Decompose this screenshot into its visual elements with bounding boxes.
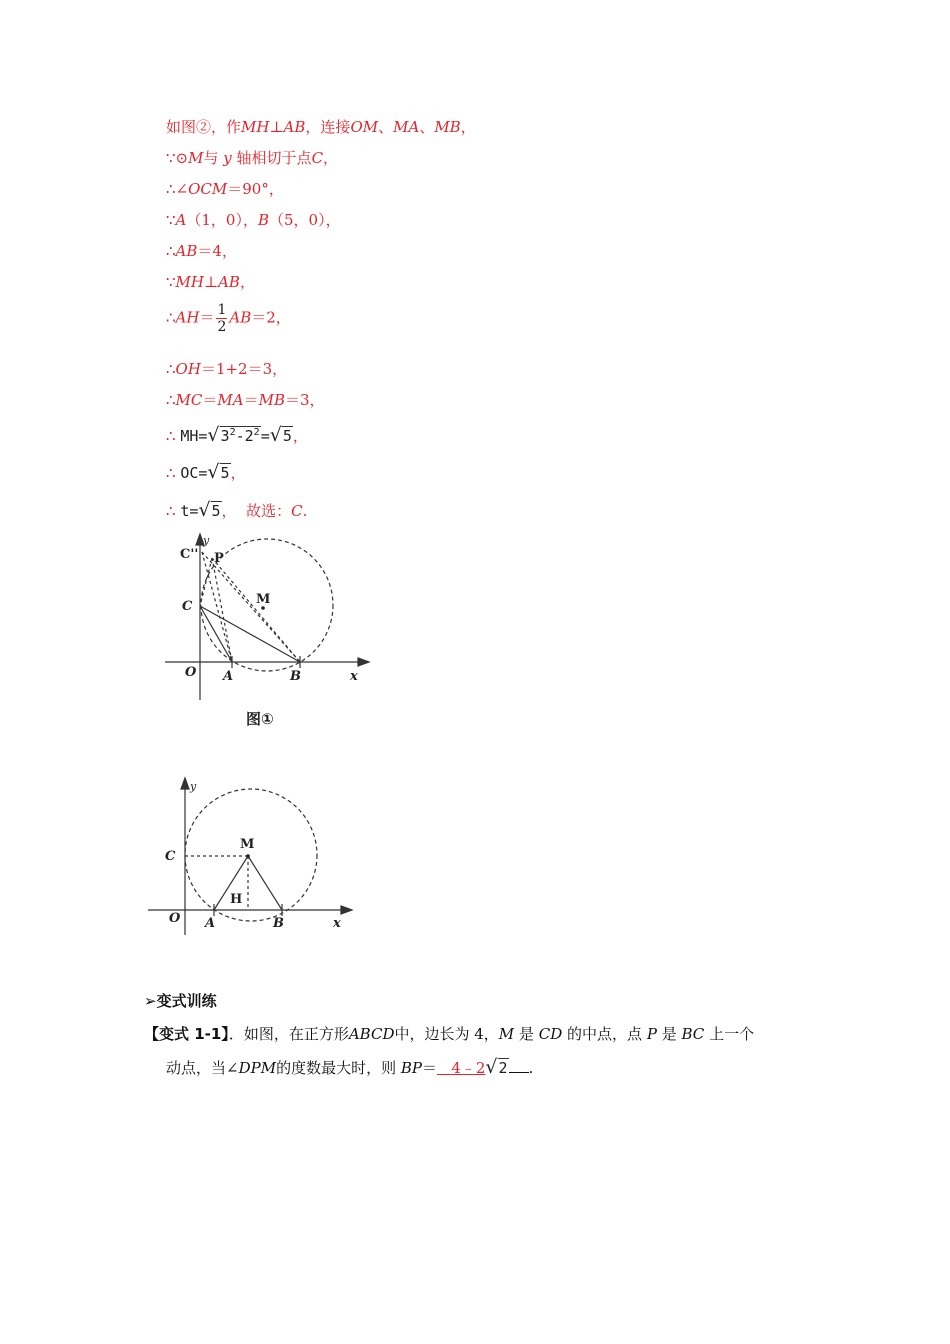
solution-line-10 — [166, 424, 308, 446]
label-c-double-prime: C'' — [180, 547, 199, 562]
math: P — [646, 1025, 657, 1043]
label-c: C — [165, 849, 176, 864]
text: ， — [292, 427, 308, 445]
label-a: A — [223, 669, 234, 684]
math: t= — [180, 502, 199, 520]
problem-line-2 — [166, 1056, 533, 1078]
text: ＝90°， — [227, 180, 284, 198]
sqrt-sign: √ — [207, 461, 220, 483]
problem-tag: 【变式 1-1】 — [144, 1025, 229, 1043]
text: ∵ — [166, 273, 176, 291]
math: AB — [175, 242, 198, 260]
text: 是 — [518, 1025, 534, 1043]
label-b: B — [290, 669, 301, 684]
figure-1 — [160, 530, 380, 705]
fraction-numerator: 1 — [217, 302, 227, 318]
math: C — [291, 502, 303, 520]
center-point-m — [246, 854, 250, 858]
section-title: 变式训练 — [156, 992, 217, 1010]
math: M — [498, 1025, 515, 1043]
math: MH⊥AB — [241, 118, 306, 136]
sqrt-sign: √ — [198, 499, 211, 521]
math: MA — [217, 391, 244, 409]
math: CD — [538, 1025, 563, 1043]
text: ∴ — [166, 502, 176, 520]
math: OCM — [188, 180, 228, 198]
text: ， — [230, 464, 246, 482]
text: 如图②，作 — [166, 118, 242, 136]
solution-line-8 — [166, 358, 287, 379]
math: AB — [229, 308, 252, 327]
text: （1，0）， — [186, 211, 258, 229]
label-b: B — [273, 916, 284, 931]
text: ∴ — [166, 391, 176, 409]
text: ＝2， — [251, 308, 291, 327]
radicand — [220, 426, 261, 445]
text: 是 — [661, 1025, 677, 1043]
label-x: x — [350, 669, 358, 684]
solution-line-12 — [166, 499, 307, 521]
arrow-bullet-icon: ➢ — [144, 992, 157, 1010]
exponent: 2 — [253, 427, 260, 438]
section-heading — [144, 990, 217, 1011]
sqrt-expression — [198, 499, 221, 521]
math: A — [175, 211, 187, 229]
sqrt-sign: √ — [269, 424, 282, 446]
label-y: y — [190, 780, 197, 793]
math: MA — [393, 118, 420, 136]
solution-line-2 — [166, 147, 338, 168]
math: OM — [350, 118, 379, 136]
answer-blank — [509, 1072, 529, 1073]
solution-line-1 — [166, 116, 476, 137]
problem-line-1 — [144, 1023, 754, 1044]
figure-1-caption: 图① — [246, 710, 274, 728]
text: ， — [460, 118, 476, 136]
text: 动点，当∠ — [166, 1059, 239, 1077]
label-m: M — [240, 837, 255, 852]
sqrt-expression — [207, 461, 230, 483]
text: ＝ — [243, 391, 259, 409]
solution-line-5 — [166, 240, 237, 261]
radicand: 5 — [220, 464, 230, 482]
y-axis-arrow — [181, 778, 189, 789]
math: MH= — [180, 427, 208, 445]
exponent: 2 — [229, 427, 236, 438]
math: DPM — [238, 1059, 277, 1077]
label-h: H — [230, 892, 243, 907]
math: M — [188, 149, 204, 167]
segment-cb — [200, 606, 300, 662]
radicand: 5 — [282, 427, 292, 445]
math: BC — [681, 1025, 705, 1043]
radicand: 2 — [498, 1059, 508, 1077]
figure-2 — [140, 770, 370, 940]
radicand: 5 — [211, 502, 221, 520]
x-axis-arrow — [358, 658, 369, 666]
text: 的中点，点 — [567, 1025, 643, 1043]
sqrt-expression — [270, 424, 293, 446]
text: ∴ — [166, 242, 176, 260]
text: ＝1+2＝3， — [200, 360, 288, 378]
text: ∴ — [166, 360, 176, 378]
math: 3 — [220, 427, 230, 445]
math: OH — [175, 360, 201, 378]
segment-mb — [248, 856, 282, 910]
text: ∴ — [166, 464, 176, 482]
text: ， — [323, 149, 339, 167]
text: ＝ — [199, 308, 215, 327]
text: 故选： — [246, 502, 292, 520]
text: 、 — [378, 118, 394, 136]
segment-c2a — [202, 552, 232, 662]
text: ∴∠ — [166, 180, 189, 198]
math: = — [260, 427, 270, 445]
math: AH — [175, 308, 200, 327]
text: ∵ — [166, 211, 176, 229]
answer-text: 4﹣2 — [451, 1059, 486, 1077]
text: ＝ — [202, 391, 218, 409]
sqrt-expression — [207, 424, 260, 446]
label-p: P — [214, 551, 224, 566]
text: ∴ — [166, 308, 176, 327]
label-a: A — [205, 916, 216, 931]
label-c: C — [182, 599, 193, 614]
sqrt-sign: √ — [207, 424, 220, 446]
math: MB — [434, 118, 461, 136]
text: 上一个 — [709, 1025, 755, 1043]
text: 与 — [203, 149, 219, 167]
fraction-denominator: 2 — [217, 319, 227, 335]
math: MC — [175, 391, 203, 409]
solution-line-3 — [166, 178, 284, 199]
solution-line-6 — [166, 271, 255, 292]
text: 中，边长为 4， — [394, 1025, 499, 1043]
text: ∴ — [166, 427, 176, 445]
sqrt-expression — [485, 1056, 508, 1078]
text: 、 — [419, 118, 435, 136]
solution-line-11 — [166, 461, 246, 483]
text: . — [528, 1059, 534, 1077]
math: OC= — [180, 464, 208, 482]
text: ， — [239, 273, 255, 291]
label-y: y — [203, 534, 210, 547]
solution-line-9 — [166, 389, 325, 410]
text: 的度数最大时，则 — [276, 1059, 397, 1077]
text: ∵⊙ — [166, 149, 189, 167]
text: （5，0）， — [269, 211, 341, 229]
solution-line-7 — [166, 302, 291, 335]
math: MB — [258, 391, 286, 409]
math: -2 — [235, 427, 254, 445]
label-x: x — [333, 916, 341, 931]
label-o: O — [185, 665, 197, 680]
text: ＝4， — [197, 242, 237, 260]
text: ＝3， — [285, 391, 325, 409]
label-o: O — [169, 911, 181, 926]
label-m: M — [256, 592, 271, 607]
circle-m — [185, 789, 317, 921]
text: ＝ — [421, 1059, 437, 1077]
text: . — [302, 502, 308, 520]
solution-line-4 — [166, 209, 341, 230]
math: B — [257, 211, 270, 229]
text: ．如图，在正方形 — [228, 1025, 349, 1043]
text: ，连接 — [305, 118, 351, 136]
math: MH⊥AB — [175, 273, 240, 291]
x-axis-arrow — [341, 906, 352, 914]
fraction — [216, 302, 227, 335]
text: ， — [221, 502, 237, 520]
math: C — [311, 149, 324, 167]
math: ABCD — [348, 1025, 395, 1043]
sqrt-sign: √ — [485, 1056, 498, 1078]
math: BP — [400, 1059, 422, 1077]
text: 轴相切于点 — [236, 149, 312, 167]
math: y — [223, 149, 232, 167]
answer — [437, 1056, 509, 1078]
